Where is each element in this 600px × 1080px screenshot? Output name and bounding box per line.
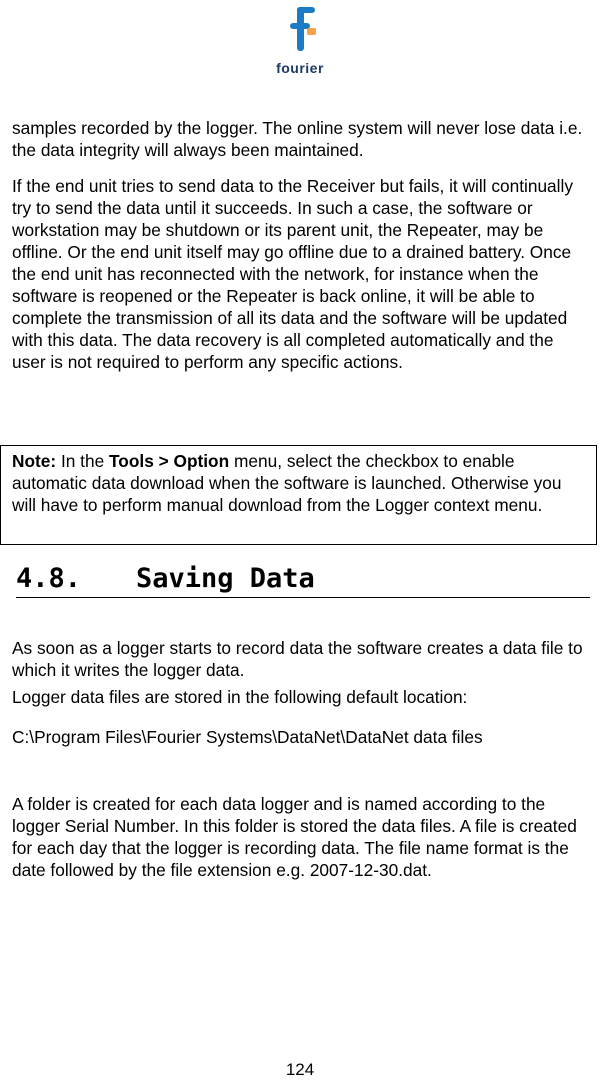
logo-wordmark: fourier — [276, 60, 324, 76]
section-heading — [16, 560, 590, 598]
note-text — [12, 450, 572, 516]
body-paragraph-2: If the end unit tries to send data to the Receiver but fails, it will continually try to send the data until it succeeds. In such a case, the software or workstation may be shutdown or its parent unit, the Repeater, may be offline. Or the end unit itself may go offline due to a drained battery. Once the end unit has reconnected with the network, for instance when the software is reopened or the Repeater is back online, it will be able to complete the transmission of all its data and the software will be updated with this data. The data recovery is all completed automatically and the user is not required to perform any specific actions. — [12, 176, 573, 372]
body-paragraph-1: samples recorded by the logger. The online system will never lose data i.e. the data integrity will always been maintained. — [12, 118, 583, 160]
note-box — [0, 445, 597, 545]
page-number: 124 — [285, 1060, 315, 1079]
section-paragraph-4: A folder is created for each data logger and is named according to the logger Serial Number. In this folder is stored the data files. A file is created for each day that the logger is recording data. The file name format is the date followed by the file extension e.g. 2007-12-30.dat. — [12, 794, 577, 880]
note-text-1: In the — [56, 451, 110, 471]
section-paragraph-1: As soon as a logger starts to record data the software creates a data file to which it writes the logger data. — [12, 638, 583, 680]
section-title: Saving Data — [136, 563, 315, 594]
fourier-f-icon — [268, 0, 332, 60]
note-text-2: menu, select the checkbox to enable automatic data download when the software is launched. Otherwise you will have to perform manual download from the Logger context menu. — [12, 451, 562, 515]
section-number: 4.8. — [16, 563, 82, 594]
default-location-path: C:\Program Files\Fourier Systems\DataNet\DataNet data files — [12, 727, 483, 747]
note-label: Note: — [12, 451, 57, 471]
note-menu-path: Tools > Option — [109, 451, 230, 471]
fourier-logo — [268, 0, 332, 80]
section-paragraph-2: Logger data files are stored in the following default location: — [12, 687, 468, 707]
